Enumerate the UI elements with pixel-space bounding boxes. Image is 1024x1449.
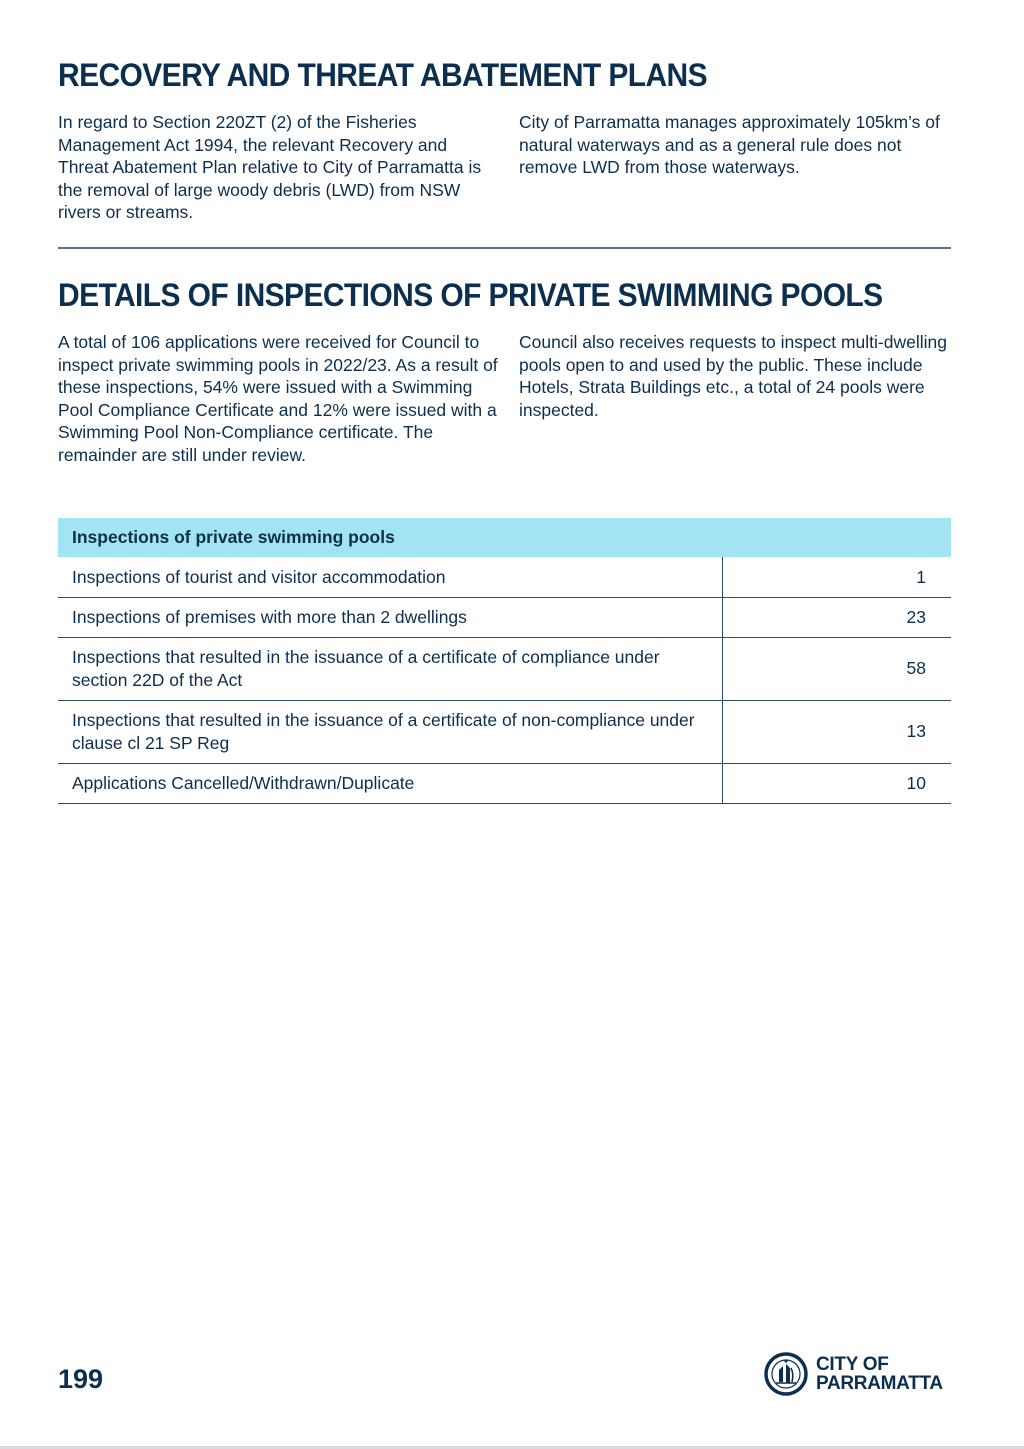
row-value: 13 [722,700,951,763]
table-row [58,763,951,803]
row-value: 10 [722,763,951,803]
row-label: Inspections that resulted in the issuance of a certificate of non-compliance under clause cl 21 SP Reg [58,700,722,763]
pool-inspections-paragraph-2: Council also receives requests to inspect multi-dwelling pools open to and used by the public. These include Hotels, Strata Buildings etc., a total of 24 pools were inspected. [519,332,947,420]
section-divider [58,247,951,249]
row-value: 1 [722,557,951,597]
row-label: Inspections of premises with more than 2 dwellings [58,597,722,637]
row-label: Inspections of tourist and visitor accommodation [58,557,722,597]
city-of-parramatta-logo [764,1352,943,1396]
section-title-recovery-plans: RECOVERY AND THREAT ABATEMENT PLANS [58,58,708,94]
table-row [58,557,951,597]
logo-wordmark [816,1355,943,1393]
row-label: Applications Cancelled/Withdrawn/Duplicate [58,763,722,803]
council-crest-icon [764,1352,808,1396]
logo-line-1: CITY OF [816,1354,889,1375]
table-header: Inspections of private swimming pools [58,518,951,557]
page-number: 199 [58,1364,104,1394]
row-value: 23 [722,597,951,637]
pool-inspections-paragraph-1: A total of 106 applications were received for Council to inspect private swimming pools in 2022/23. As a result of these inspections, 54% were issued with a Swimming Pool Compliance Certificate and 12% were issued with a Swimming Pool Non-Compliance certificate. The remainder are still under review. [58,332,498,465]
table-row [58,637,951,700]
recovery-plans-paragraph-1: In regard to Section 220ZT (2) of the Fisheries Management Act 1994, the relevant Recovery and Threat Abatement Plan relative to City of Parramatta is the removal of large woody debris (LWD) from NSW rivers or streams. [58,112,482,222]
row-label: Inspections that resulted in the issuance of a certificate of compliance under section 22D of the Act [58,637,722,700]
pool-inspections-table [58,518,951,804]
row-value: 58 [722,637,951,700]
logo-line-2: PARRAMATTA [816,1373,943,1394]
section-title-pool-inspections: DETAILS OF INSPECTIONS OF PRIVATE SWIMMING POOLS [58,278,883,314]
recovery-plans-paragraph-2: City of Parramatta manages approximately 105km’s of natural waterways and as a general rule does not remove LWD from those waterways. [519,112,940,177]
table-row [58,700,951,763]
table-row [58,597,951,637]
